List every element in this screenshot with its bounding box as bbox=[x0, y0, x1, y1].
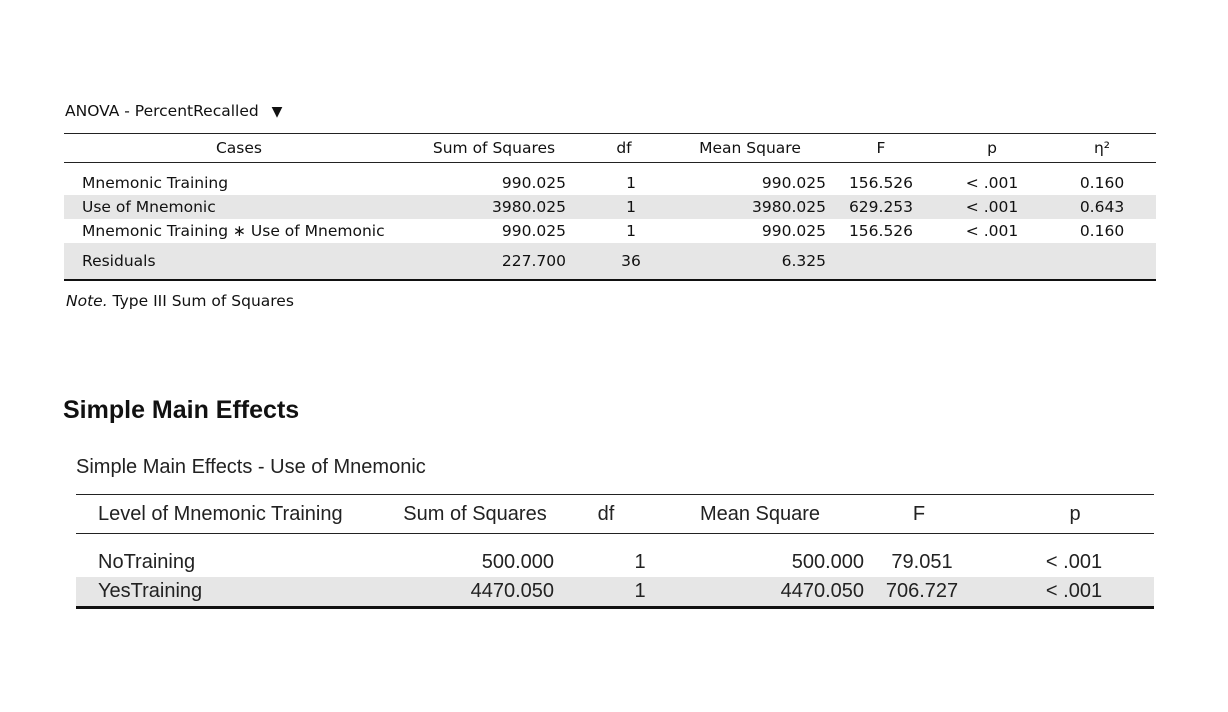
col-header-level: Level of Mnemonic Training bbox=[76, 495, 394, 534]
eta-value: 0.160 bbox=[1079, 174, 1125, 192]
table-row bbox=[76, 534, 1154, 578]
df-value: 1 bbox=[634, 551, 646, 573]
f-value: 79.051 bbox=[891, 551, 953, 573]
col-header-eta-squared: η² bbox=[1048, 134, 1156, 163]
eta-value: 0.160 bbox=[1079, 222, 1125, 240]
col-header-p: p bbox=[936, 134, 1048, 163]
col-header-f: F bbox=[864, 495, 974, 534]
level-label: NoTraining bbox=[98, 551, 196, 573]
ms-value: 3980.025 bbox=[674, 195, 826, 219]
eta-value: 0.643 bbox=[1048, 195, 1156, 219]
ms-value: 500.000 bbox=[791, 551, 864, 573]
col-header-cases: Cases bbox=[64, 134, 414, 163]
ms-value: 990.025 bbox=[761, 174, 826, 192]
level-label: YesTraining bbox=[76, 577, 394, 608]
col-header-f: F bbox=[826, 134, 936, 163]
df-value: 36 bbox=[574, 243, 674, 280]
section-heading: Simple Main Effects bbox=[63, 396, 300, 424]
anova-title-text: ANOVA - PercentRecalled bbox=[65, 102, 259, 120]
case-label: Residuals bbox=[64, 243, 414, 280]
table-note bbox=[66, 292, 294, 310]
case-label: Use of Mnemonic bbox=[64, 195, 414, 219]
df-value: 1 bbox=[626, 174, 636, 192]
ms-value: 4470.050 bbox=[656, 577, 864, 608]
ss-value: 500.000 bbox=[481, 551, 554, 573]
ms-value: 6.325 bbox=[674, 243, 826, 280]
ms-value: 990.025 bbox=[761, 222, 826, 240]
f-value: 629.253 bbox=[826, 195, 936, 219]
table-row bbox=[76, 577, 1154, 608]
f-value: 156.526 bbox=[848, 174, 914, 192]
sme-header-row bbox=[76, 495, 1154, 534]
anova-header-row bbox=[64, 134, 1156, 163]
anova-table-title bbox=[65, 102, 282, 120]
eta-value bbox=[1048, 243, 1156, 280]
table-row bbox=[64, 195, 1156, 219]
p-value: < .001 bbox=[965, 222, 1019, 240]
note-text: Type III Sum of Squares bbox=[107, 292, 294, 310]
col-header-df: df bbox=[556, 495, 656, 534]
ss-value: 990.025 bbox=[501, 174, 566, 192]
table-row bbox=[64, 219, 1156, 243]
col-header-mean-square: Mean Square bbox=[656, 495, 864, 534]
col-header-p: p bbox=[974, 495, 1154, 534]
ss-value: 3980.025 bbox=[414, 195, 574, 219]
anova-table bbox=[64, 133, 1156, 281]
simple-main-effects-table bbox=[76, 494, 1154, 609]
df-value: 1 bbox=[626, 222, 636, 240]
ss-value: 227.700 bbox=[414, 243, 574, 280]
p-value bbox=[936, 243, 1048, 280]
p-value: < .001 bbox=[936, 195, 1048, 219]
df-value: 1 bbox=[574, 195, 674, 219]
p-value: < .001 bbox=[965, 174, 1019, 192]
p-value: < .001 bbox=[974, 577, 1154, 608]
f-value bbox=[826, 243, 936, 280]
col-header-df: df bbox=[574, 134, 674, 163]
df-value: 1 bbox=[556, 577, 656, 608]
note-label: Note. bbox=[66, 292, 108, 310]
ss-value: 990.025 bbox=[501, 222, 566, 240]
sme-table-title: Simple Main Effects - Use of Mnemonic bbox=[76, 456, 426, 478]
collapse-triangle-icon[interactable]: ▼ bbox=[271, 104, 283, 120]
col-header-sum-of-squares: Sum of Squares bbox=[394, 495, 556, 534]
table-row bbox=[64, 163, 1156, 196]
table-row bbox=[64, 243, 1156, 280]
col-header-sum-of-squares: Sum of Squares bbox=[414, 134, 574, 163]
case-label: Mnemonic Training ∗ Use of Mnemonic bbox=[82, 222, 385, 240]
case-label: Mnemonic Training bbox=[82, 174, 229, 192]
ss-value: 4470.050 bbox=[394, 577, 556, 608]
p-value: < .001 bbox=[1045, 551, 1103, 573]
col-header-mean-square: Mean Square bbox=[674, 134, 826, 163]
f-value: 706.727 bbox=[864, 577, 974, 608]
f-value: 156.526 bbox=[848, 222, 914, 240]
